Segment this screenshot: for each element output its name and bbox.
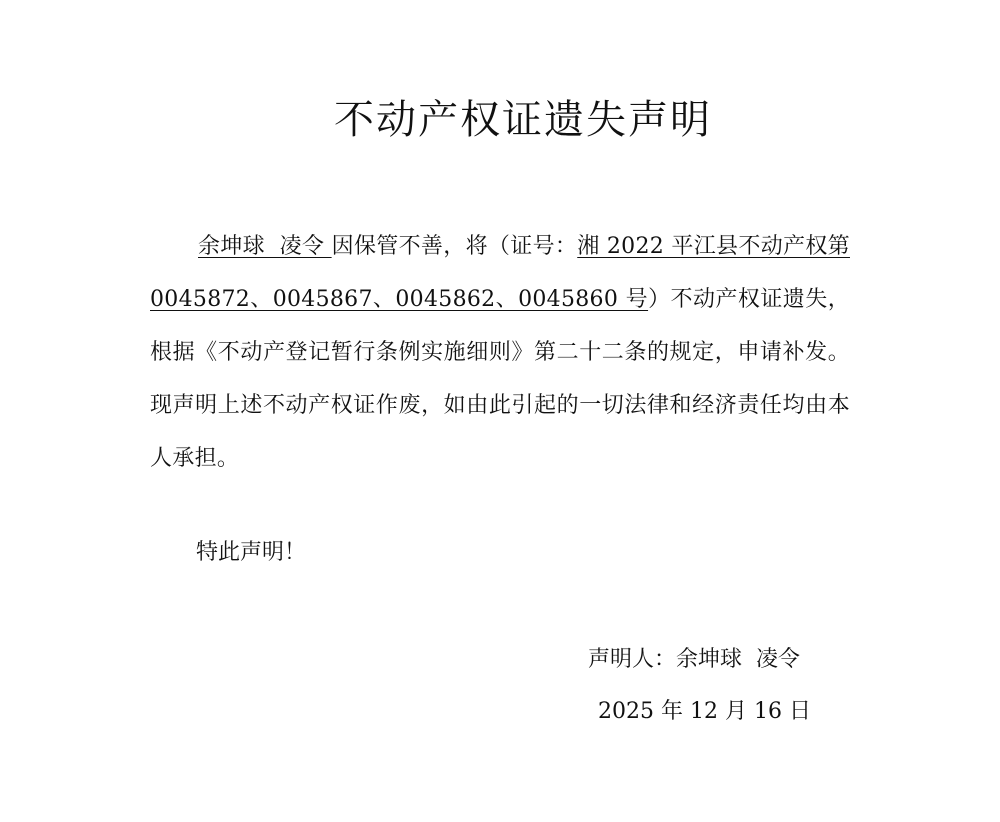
- page-title: 不动产权证遗失声明: [334, 97, 712, 143]
- signature-line: [588, 642, 800, 678]
- certificate-numbers: 湘 2022 平江县不动产权第 0045872、0045867、0045862、0045860 号: [150, 234, 850, 312]
- signer-names: 余坤球 凌令: [676, 647, 801, 672]
- paragraph-text-2: ）不动产权证遗失，根据《不动产登记暂行条例实施细则》第二十二条的规定，申请补发。现声明上述不动产权证作废，如由此引起的一切法律和经济责任均由本人承担。: [150, 287, 851, 471]
- closing-statement: 特此声明！: [196, 540, 307, 565]
- declarant-names: 余坤球 凌令: [198, 234, 332, 259]
- declaration-date: 2025 年 12 月 16 日: [598, 699, 811, 724]
- paragraph-text-1: 因保管不善，将（证号：: [331, 234, 578, 259]
- declaration-paragraph: [150, 220, 850, 485]
- signer-label: 声明人：: [588, 647, 677, 672]
